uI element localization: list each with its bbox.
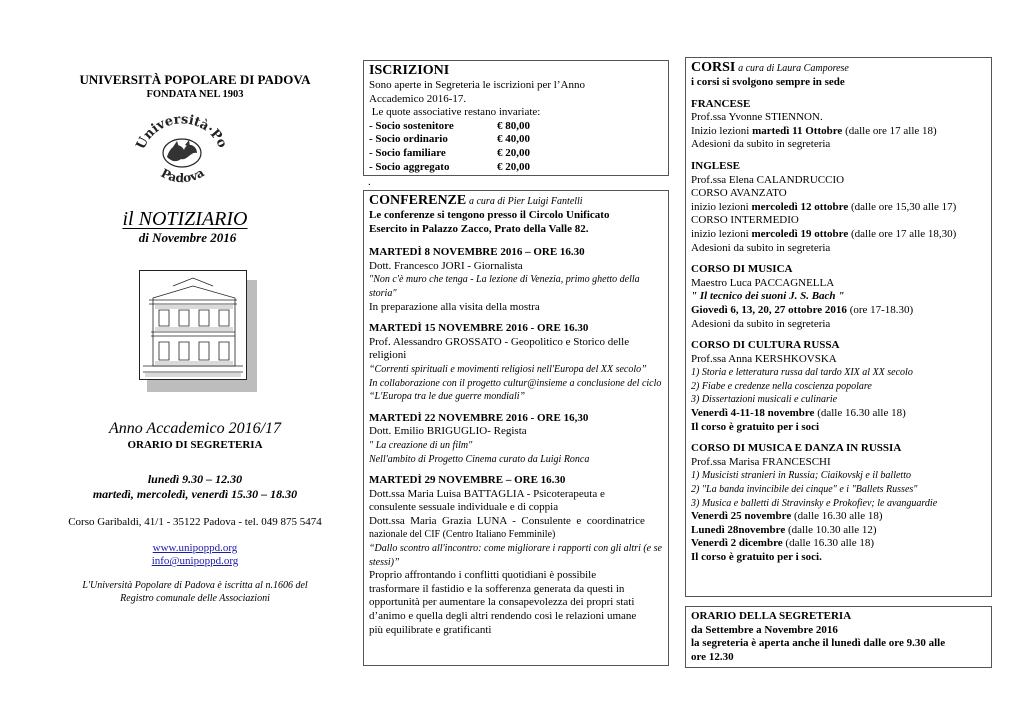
course-free-note: Il corso è gratuito per i soci (691, 420, 820, 433)
conferenze-box (363, 190, 669, 666)
segreteria-period: da Settembre a Novembre 2016 (691, 623, 838, 636)
segreteria-title: ORARIO DELLA SEGRETERIA (691, 610, 852, 622)
event-2 (369, 322, 663, 404)
event-date: MARTEDÌ 29 NOVEMBRE – ORE 16.30 (369, 474, 566, 487)
course-teacher: Prof.ssa Elena CALANDRUCCIO (691, 173, 845, 186)
course-dates: Venerdì 25 novembre (dalle 16.30 alle 18) (691, 510, 883, 523)
event-description: più equilibrate e gratificanti (369, 623, 492, 636)
event-date: MARTEDÌ 15 NOVEMBRE 2016 - ORE 16.30 (369, 322, 589, 335)
course-teacher: Prof.ssa Anna KERSHKOVSKA (691, 352, 837, 365)
course-topic: 2) Fiabe e credenze nella coscienza popolare (691, 380, 872, 392)
event-speaker: Prof. Alessandro GROSSATO - Geopolitico e Storico delle (369, 335, 630, 348)
course-name: INGLESE (691, 159, 740, 172)
course-topic: 1) Storia e letteratura russa dal tardo XIX al XX secolo (691, 367, 913, 379)
event-description: opportunità per aumentare la consapevolezza dei propri stati (369, 596, 635, 609)
course-start: Inizio lezioni martedì 11 Ottobre (dalle ore 17 alle 18) (691, 124, 937, 137)
course-dates: Giovedì 6, 13, 20, 27 ottobre 2016 (ore 17-18.30) (691, 303, 914, 316)
course-start: inizio lezioni mercoledì 19 ottobre (dalle ore 17 alle 18,30) (691, 227, 957, 240)
registry-note-line2: Registro comunale delle Associazioni (120, 593, 270, 605)
event-note: Nell'ambito di Progetto Cinema curato da Luigi Ronca (369, 453, 590, 465)
office-hours-title: ORARIO DI SEGRETERIA (127, 439, 263, 451)
course-name: CORSO DI CULTURA RUSSA (691, 339, 840, 352)
event-date: MARTEDÌ 8 NOVEMBRE 2016 – ORE 16.30 (369, 246, 585, 259)
course-danza (691, 442, 986, 564)
event-description: Proprio affrontando i conflitti quotidiani è possibile (369, 569, 597, 582)
iscrizioni-box (363, 60, 669, 176)
newsletter-subtitle: di Novembre 2016 (138, 230, 237, 245)
event-speaker: Dott.ssa Maria Luisa BATTAGLIA - Psicoterapeuta e (369, 487, 605, 500)
event-speaker: religioni (369, 349, 407, 362)
building-illustration (139, 270, 259, 394)
conferenze-title: CONFERENZE (369, 193, 467, 208)
course-free-note: Il corso è gratuito per i soci. (691, 551, 822, 563)
course-dates: Venerdì 2 dicembre (dalle 16.30 alle 18) (691, 537, 875, 550)
conferenze-intro: Le conferenze si tengono presso il Circolo Unificato (369, 209, 610, 221)
segreteria-note: la segreteria è aperta anche il lunedì dalle ore 9.30 alle (691, 637, 946, 650)
palazzo-drawing-icon (139, 270, 247, 380)
event-title: stessi)” (369, 556, 400, 568)
course-enroll: Adesioni da subito in segreteria (691, 241, 831, 254)
course-name: CORSO DI MUSICA (691, 263, 793, 276)
svg-text:Università·Popolare: Università·Po (133, 112, 230, 152)
course-teacher: Prof.ssa Marisa FRANCESCHI (691, 455, 831, 468)
corsi-subtitle: i corsi si svolgono sempre in sede (691, 76, 845, 88)
course-teacher: Prof.ssa Yvonne STIENNON. (691, 111, 823, 124)
fee-row: - Socio sostenitore € 80,00 (369, 119, 530, 132)
iscrizioni-title: ISCRIZIONI (369, 63, 450, 78)
event-1 (369, 246, 663, 314)
corsi-credit: a cura di Laura Camporese (738, 63, 849, 74)
event-title: storia" (369, 287, 397, 299)
course-title: " Il tecnico dei suoni J. S. Bach " (691, 290, 845, 303)
course-level: CORSO AVANZATO (691, 187, 787, 200)
course-musica (691, 263, 986, 331)
separator-dot: . (368, 176, 371, 188)
event-speaker: Dott.ssa Maria Grazia LUNA - Consulente e coordinatrice (369, 514, 645, 527)
corsi-box (685, 57, 992, 597)
registry-note-line1: L'Università Popolare di Padova è iscritta al n.1606 del (82, 579, 308, 591)
course-start: inizio lezioni mercoledì 12 ottobre (dalle ore 15,30 alle 17) (691, 200, 957, 213)
fee-row: - Socio aggregato € 20,00 (369, 160, 530, 173)
course-russa (691, 339, 986, 434)
event-date: MARTEDÌ 22 NOVEMBRE 2016 - ORE 16,30 (369, 411, 589, 424)
event-description: d’animo e quella degli altri rendendo così le relazioni umane (369, 610, 637, 623)
event-note: In collaborazione con il progetto cultur@insieme a conclusione del ciclo (369, 377, 662, 389)
corsi-title: CORSI (691, 60, 736, 75)
course-dates: Venerdì 4-11-18 novembre (dalle 16.30 alle 18) (691, 407, 906, 420)
event-title: "Non c'è muro che tenga - La lezione di Venezia, primo ghetto della (369, 274, 640, 286)
course-teacher: Maestro Luca PACCAGNELLA (691, 276, 835, 289)
email-link[interactable]: info@unipoppd.org (151, 555, 239, 568)
course-topic: 1) Musicisti stranieri in Russia; Ciaikovskj e il balletto (691, 470, 911, 482)
event-note: “L'Europa tra le due guerre mondiali” (369, 391, 526, 403)
segreteria-note: ore 12.30 (691, 650, 734, 663)
left-column (40, 72, 350, 101)
conferenze-intro: Esercito in Palazzo Zacco, Prato della Valle 82. (369, 222, 589, 235)
fee-row: - Socio familiare € 20,00 (369, 146, 530, 159)
course-name: CORSO DI MUSICA E DANZA IN RUSSIA (691, 442, 902, 455)
event-4 (369, 474, 663, 637)
university-name: UNIVERSITÀ POPOLARE DI PADOVA (79, 72, 311, 87)
newsletter-title: il NOTIZIARIO (122, 208, 248, 230)
event-note: In preparazione alla visita della mostra (369, 300, 540, 313)
event-description: trasformare il fastidio e la sofferenza generata da questi in (369, 582, 625, 595)
address: Corso Garibaldi, 41/1 - 35122 Padova - tel. 049 875 5474 (68, 516, 322, 528)
event-title: " La creazione di un film" (369, 439, 473, 451)
course-name: FRANCESE (691, 97, 751, 110)
course-inglese (691, 160, 986, 255)
academic-year: Anno Accademico 2016/17 (108, 420, 282, 437)
logo-seal-icon (129, 103, 235, 193)
event-title: “Correnti spirituali e movimenti religiosi nell'Europa del XX secolo” (369, 363, 647, 375)
course-dates: Lunedì 28novembre (dalle 10.30 alle 12) (691, 523, 877, 536)
course-enroll: Adesioni da subito in segreteria (691, 317, 831, 330)
iscrizioni-intro: Accademico 2016-17. (369, 92, 467, 105)
event-speaker: Dott. Francesco JORI - Giornalista (369, 259, 523, 272)
hours-monday: lunedì 9.30 – 12.30 (147, 472, 243, 486)
event-speaker: consulente sessuale individuale e di coppia (369, 501, 559, 514)
newsletter-heading (40, 208, 350, 246)
course-francese (691, 98, 986, 152)
event-3 (369, 412, 663, 466)
conferenze-credit: a cura di Pier Luigi Fantelli (468, 196, 583, 207)
website-link[interactable]: www.unipoppd.org (152, 541, 238, 554)
iscrizioni-intro: Sono aperte in Segreteria le iscrizioni per l’Anno (369, 79, 585, 91)
course-level: CORSO INTERMEDIO (691, 214, 799, 227)
event-title: “Dallo scontro all'incontro: come migliorare i rapporti con gli altri (e se (369, 543, 662, 555)
svg-text:Padova: Padova (158, 165, 207, 186)
fee-row: - Socio ordinario € 40,00 (369, 133, 530, 146)
left-info (40, 420, 350, 606)
founded-line: FONDATA NEL 1903 (146, 89, 244, 100)
event-speaker: Dott. Emilio BRIGUGLIO- Regista (369, 425, 527, 438)
iscrizioni-intro: Le quote associative restano invariate: (369, 106, 541, 119)
course-topic: 3) Dissertazioni musicali e culinarie (691, 394, 838, 406)
event-speaker: nazionale del CIF (Centro Italiano Femminile) (369, 529, 556, 541)
hours-weekdays: martedì, mercoledì, venerdì 15.30 – 18.30 (92, 487, 298, 501)
course-enroll: Adesioni da subito in segreteria (691, 138, 831, 151)
course-topic: 2) "La banda invincibile dei cinque" e i "Ballets Russes" (691, 484, 918, 496)
course-topic: 3) Musica e balletti di Stravinsky e Prokofiev; le avanguardie (691, 497, 938, 509)
segreteria-box (685, 606, 992, 668)
university-logo (129, 103, 235, 193)
